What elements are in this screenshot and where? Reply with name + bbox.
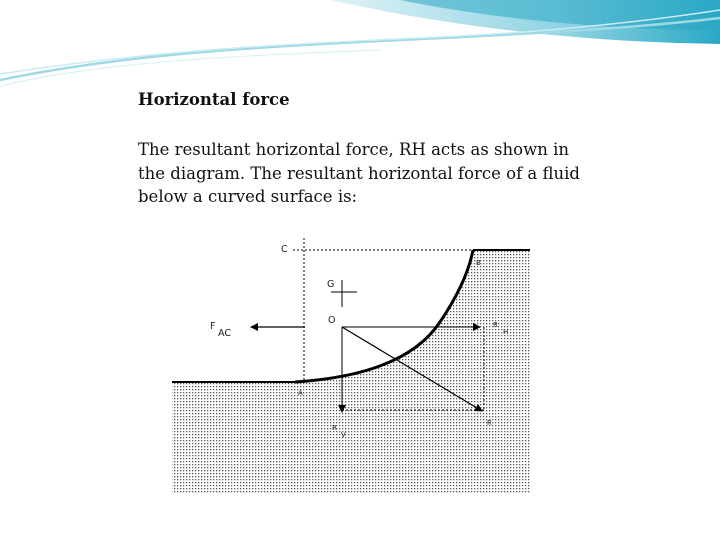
label-rv: R bbox=[332, 424, 337, 432]
paragraph-line: below a curved surface is: bbox=[138, 187, 358, 206]
slide-paragraph bbox=[138, 138, 618, 209]
label-f-sub: AC bbox=[218, 328, 231, 339]
label-f: F bbox=[210, 321, 216, 332]
fluid-region bbox=[172, 250, 530, 493]
paragraph-line: the diagram. The resultant horizontal force of a fluid bbox=[138, 163, 580, 183]
paragraph-line: The resultant horizontal force, RH acts as shown in bbox=[138, 140, 569, 159]
label-o: O bbox=[328, 315, 336, 326]
label-rv-sub: V bbox=[341, 431, 346, 439]
label-a: A bbox=[298, 389, 303, 397]
label-r: R bbox=[487, 419, 492, 427]
slide-heading: Horizontal force bbox=[138, 90, 290, 109]
label-b: B bbox=[476, 259, 481, 267]
label-g: G bbox=[327, 279, 335, 290]
label-c: C bbox=[281, 244, 288, 255]
label-rh-sub: H bbox=[503, 328, 509, 336]
label-rh: R bbox=[493, 321, 498, 329]
header-swoosh-decoration bbox=[0, 0, 720, 90]
curved-surface-force-diagram bbox=[165, 230, 540, 500]
